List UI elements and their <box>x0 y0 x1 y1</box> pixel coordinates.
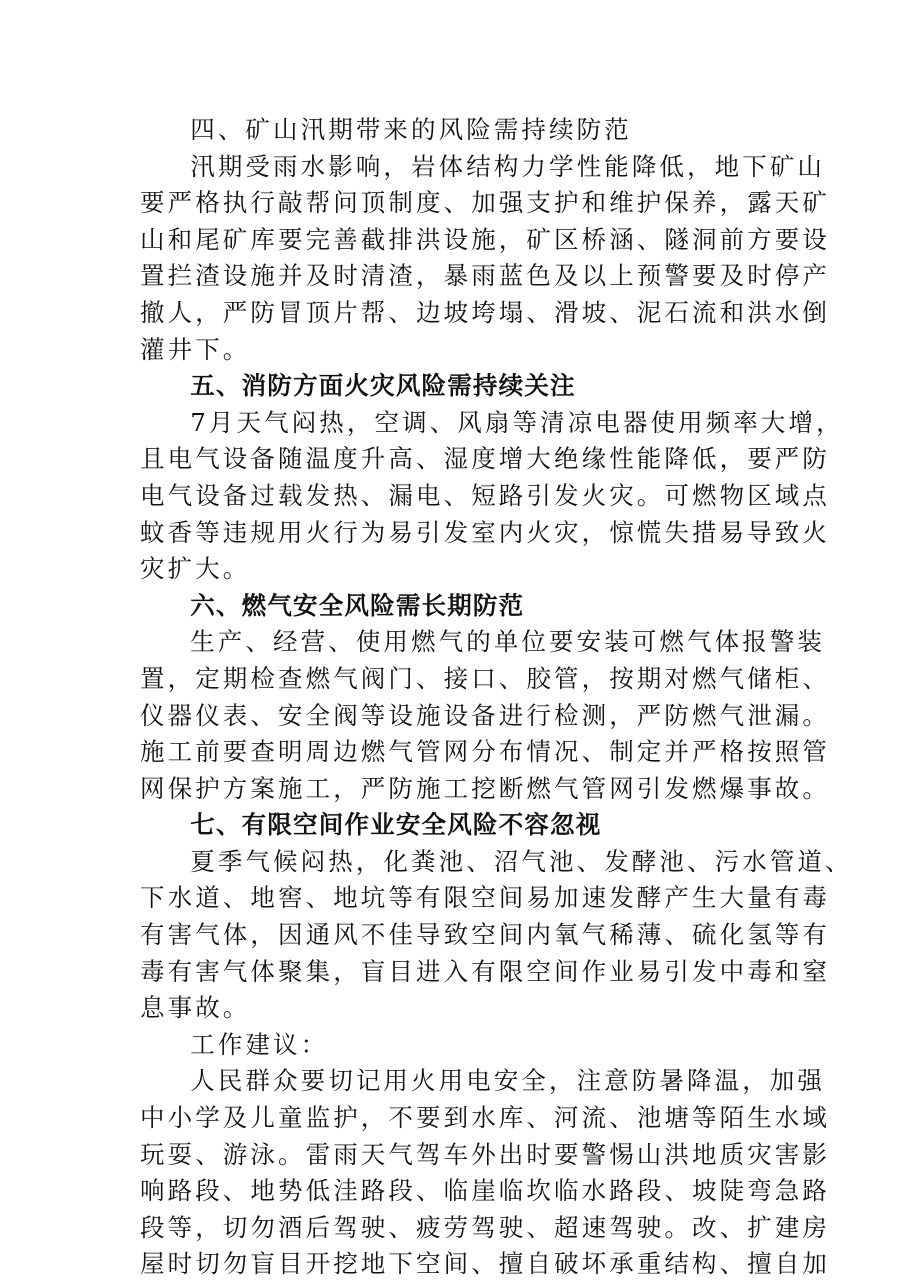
section-7-line-2: 下水道、地窖、地坑等有限空间易加速发酵产生大量有毒 <box>140 883 830 913</box>
section-7-line-4: 毒有害气体聚集，盲目进入有限空间作业易引发中毒和窒 <box>140 956 830 986</box>
section-4-line-6: 灌井下。 <box>140 334 251 364</box>
section-6-line-1: 生产、经营、使用燃气的单位要安装可燃气体报警装 <box>190 627 826 657</box>
section-4-line-1: 汛期受雨水影响，岩体结构力学性能降低，地下矿山 <box>190 151 826 181</box>
section-6-line-4: 施工前要查明周边燃气管网分布情况、制定并严格按照管 <box>140 737 830 767</box>
section-7-heading: 七、有限空间作业安全风险不容忽视 <box>190 810 602 840</box>
section-4-line-2: 要严格执行敲帮问顶制度、加强支护和维护保养，露天矿 <box>140 188 830 218</box>
work-suggestions-line-1: 人民群众要切记用火用电安全，注意防暑降温，加强 <box>190 1066 826 1096</box>
section-5-line-2: 且电气设备随温度升高、湿度增大绝缘性能降低，要严防 <box>140 444 830 474</box>
section-6-line-2: 置，定期检查燃气阀门、接口、胶管，按期对燃气储柜、 <box>140 663 830 693</box>
work-suggestions-line-3: 玩耍、游泳。雷雨天气驾车外出时要警惕山洪地质灾害影 <box>140 1139 830 1169</box>
section-6-line-5: 网保护方案施工，严防施工挖断燃气管网引发燃爆事故。 <box>140 773 830 803</box>
section-5-line-5: 灾扩大。 <box>140 554 251 584</box>
section-5-line-1: 7月天气闷热，空调、风扇等清凉电器使用频率大增， <box>190 407 844 437</box>
section-6-line-3: 仪器仪表、安全阀等设施设备进行检测，严防燃气泄漏。 <box>140 700 830 730</box>
section-4-line-5: 撤人，严防冒顶片帮、边坡垮塌、滑坡、泥石流和洪水倒 <box>140 297 830 327</box>
section-5-line-4: 蚊香等违规用火行为易引发室内火灾，惊慌失措易导致火 <box>140 517 830 547</box>
work-suggestions-line-5: 段等，切勿酒后驾驶、疲劳驾驶、超速驾驶。改、扩建房 <box>140 1212 830 1242</box>
work-suggestions-line-2: 中小学及儿童监护，不要到水库、河流、池塘等陌生水域 <box>140 1103 830 1133</box>
section-4-heading: 四、矿山汛期带来的风险需持续防范 <box>190 115 632 144</box>
work-suggestions-line-4: 响路段、地势低洼路段、临崖临坎临水路段、坡陡弯急路 <box>140 1176 830 1206</box>
work-suggestions <box>140 1027 830 1283</box>
section-5-line-3: 电气设备过载发热、漏电、短路引发火灾。可燃物区域点 <box>140 480 830 510</box>
section-4-line-3: 山和尾矿库要完善截排洪设施，矿区桥涵、隧洞前方要设 <box>140 224 830 254</box>
section-7-line-1: 夏季气候闷热，化粪池、沼气池、发酵池、污水管道、 <box>190 846 853 876</box>
section-4-line-4: 置拦渣设施并及时清渣，暴雨蓝色及以上预警要及时停产 <box>140 261 830 291</box>
section-7-line-5: 息事故。 <box>140 993 251 1023</box>
section-5-heading: 五、消防方面火灾风险需持续关注 <box>190 371 576 401</box>
work-suggestions-line-6: 屋时切勿盲目开挖地下空间、擅自破坏承重结构、擅自加 <box>140 1249 830 1279</box>
section-6-heading: 六、燃气安全风险需长期防范 <box>190 590 525 620</box>
section-4 <box>140 112 830 368</box>
section-7-line-3: 有害气体，因通风不佳导致空间内氧气稀薄、硫化氢等有 <box>140 920 830 950</box>
section-5 <box>140 368 844 588</box>
work-suggestions-heading: 工作建议： <box>190 1029 329 1059</box>
document-body <box>140 112 853 1283</box>
section-6 <box>140 588 830 808</box>
section-7 <box>140 807 853 1027</box>
